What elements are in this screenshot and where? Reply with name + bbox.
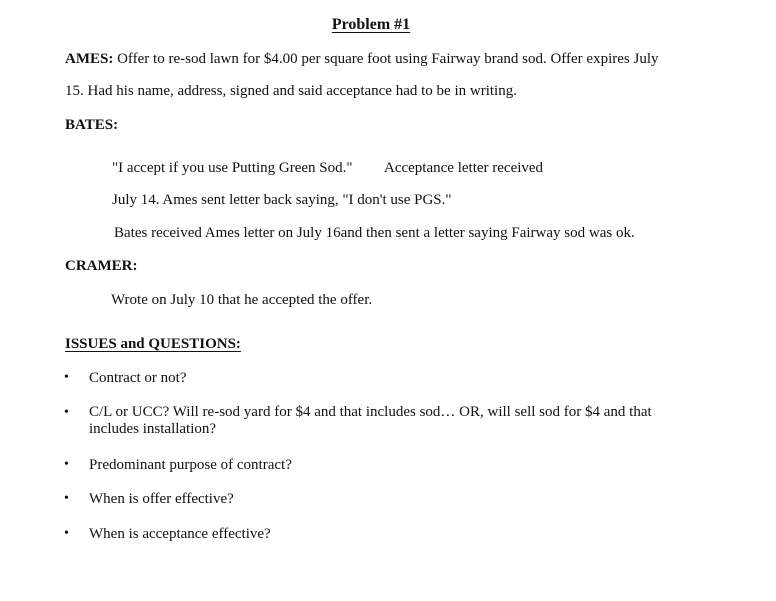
bullet-icon: • [64,457,69,472]
bates-text-line-2: July 14. Ames sent letter back saying, "I don't use PGS." [112,192,452,208]
ames-paragraph-line-1 [65,50,659,68]
list-item-text: C/L or UCC? Will re-sod yard for $4 and that includes sod… OR, will sell sod for $4 and that includes installation? [89,404,652,437]
list-item-text: When is acceptance effective? [89,526,271,542]
bates-text-line-1b: Acceptance letter received [384,160,544,176]
ames-text-line-2: 15. Had his name, address, signed and said acceptance had to be in writing. [65,83,517,99]
ames-paragraph-line-2 [65,82,517,100]
bullet-icon: • [64,405,69,420]
bullet-icon: • [64,370,69,385]
list-item-text: When is offer effective? [89,491,234,507]
cramer-label: CRAMER: [65,258,138,274]
list-item-text: Predominant purpose of contract? [89,457,292,473]
ames-label: AMES: [65,51,114,67]
page-title [0,16,742,34]
bullet-icon: • [64,491,69,506]
bates-text-line-1a: "I accept if you use Putting Green Sod." [112,160,353,176]
bates-label: BATES: [65,117,119,133]
cramer-text-line-1: Wrote on July 10 that he accepted the offer. [111,292,373,308]
bates-text-line-3: Bates received Ames letter on July 16and then sent a letter saying Fairway sod was ok. [114,225,635,241]
issues-heading: ISSUES and QUESTIONS: [65,336,241,352]
page-title-text: Problem #1 [331,16,411,33]
bullet-icon: • [64,526,69,541]
ames-text-line-1: Offer to re-sod lawn for $4.00 per square foot using Fairway brand sod. Offer expires July [117,51,659,67]
list-item-text: Contract or not? [89,370,187,386]
